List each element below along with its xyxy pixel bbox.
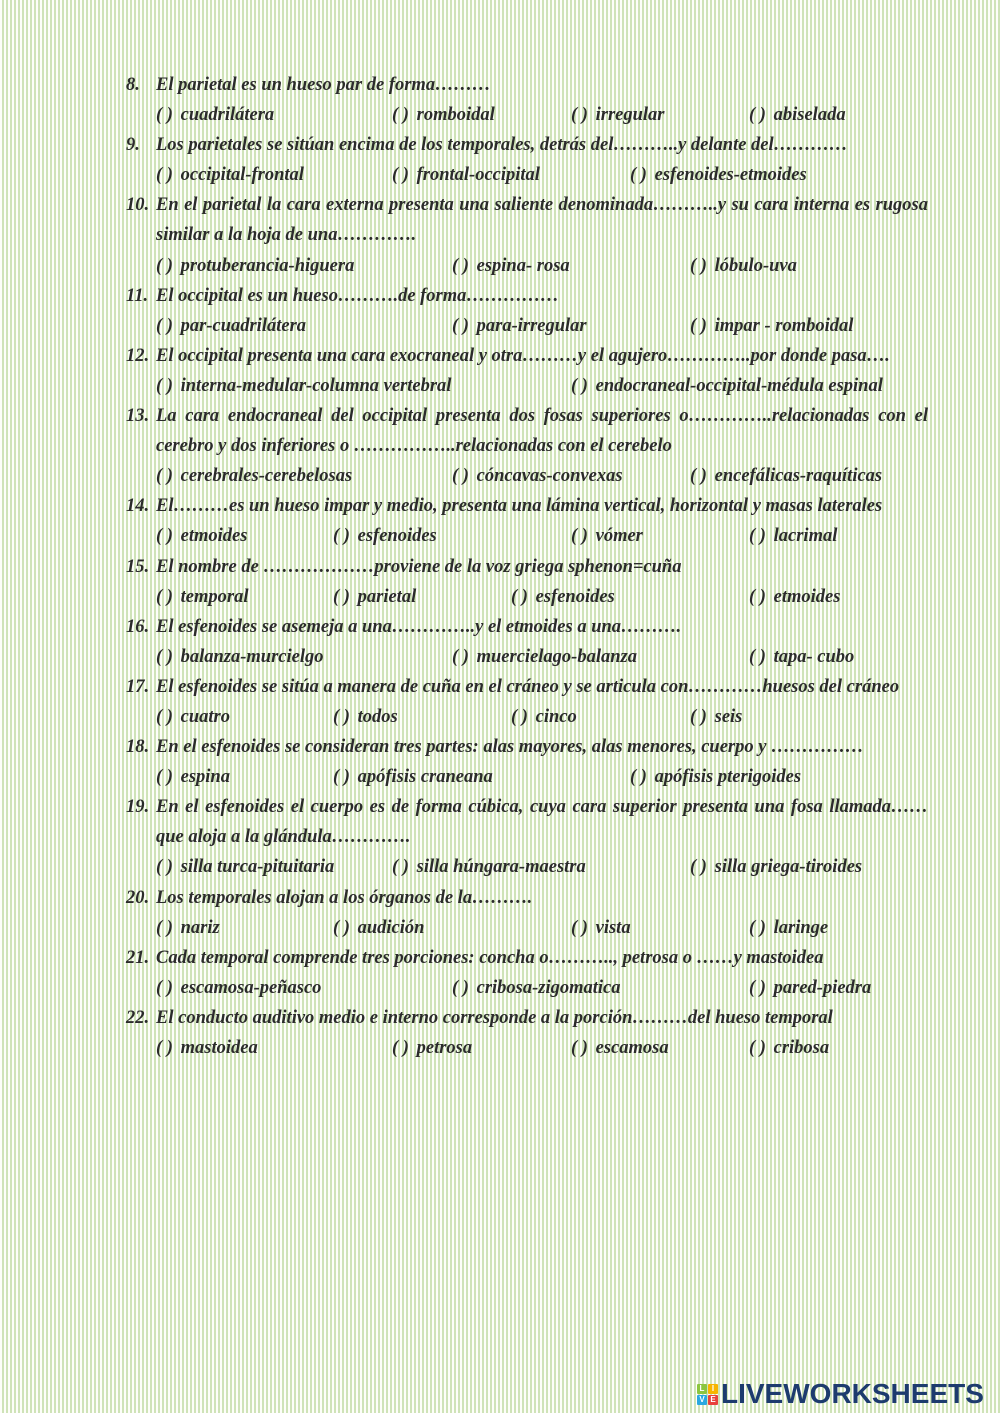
answer-label: endocraneal-occipital-médula espinal [595,375,883,396]
answer-checkbox[interactable]: ( ) [749,1038,766,1058]
answer-checkbox[interactable]: ( ) [690,315,707,336]
answer-option[interactable] [333,702,398,732]
logo-text: LIVEWORKSHEETS [721,1378,984,1409]
answer-checkbox[interactable]: ( ) [452,977,469,998]
answer-option[interactable] [156,371,451,401]
question-text: El occipital es un hueso……….de forma…………… [156,285,559,306]
question [126,281,928,341]
question [126,732,928,792]
answer-option[interactable] [156,642,324,672]
question-text: El occipital presenta una cara exocraneal y otra………y el agujero…………..por donde pasa…. [156,345,890,366]
answer-label: vómer [595,526,643,547]
answer-option[interactable] [690,461,882,491]
question-text: El………es un hueso impar y medio, presenta una lámina vertical, horizontal y masas laterales [156,496,883,517]
answer-option[interactable] [749,582,840,612]
answer-option[interactable] [749,913,828,943]
options-row [126,582,928,612]
question [126,612,928,672]
answer-option[interactable] [690,852,862,882]
question-number: 16. [126,616,150,637]
options-row [126,100,928,130]
answer-label: balanza-murcielgo [180,646,324,667]
answer-label: mastoidea [180,1038,258,1058]
answer-option[interactable] [156,973,321,1003]
answer-option[interactable] [156,251,354,281]
answer-label: irregular [595,105,665,126]
options-row [126,852,928,882]
answer-checkbox[interactable]: ( ) [333,706,350,727]
answer-checkbox[interactable]: ( ) [156,105,173,126]
answer-checkbox[interactable]: ( ) [749,917,766,938]
answer-option[interactable] [392,1033,472,1063]
answer-checkbox[interactable]: ( ) [452,466,469,487]
logo-tile: V [697,1395,707,1405]
answer-checkbox[interactable]: ( ) [156,1038,173,1058]
options-row [126,973,928,1003]
question-number: 11. [126,285,149,306]
answer-option[interactable] [571,521,643,551]
answer-checkbox[interactable]: ( ) [333,586,350,607]
answer-label: par-cuadrilátera [180,315,307,336]
answer-checkbox[interactable]: ( ) [156,977,173,998]
options-row [126,251,928,281]
answer-option[interactable] [749,521,837,551]
question-number: 15. [126,556,150,577]
answer-label: etmoides [180,526,248,547]
answer-option[interactable] [392,852,586,882]
answer-option[interactable] [156,913,220,943]
answer-option[interactable] [333,582,416,612]
answer-checkbox[interactable]: ( ) [392,105,409,126]
answer-label: cuadrilátera [180,105,275,126]
options-row [126,461,928,491]
answer-label: temporal [180,586,249,607]
question-text: El esfenoides se asemeja a una…………..y el etmoides a una………. [156,616,682,637]
answer-option[interactable] [630,160,807,190]
question-number: 17. [126,676,150,697]
question-number: 8. [126,75,140,95]
answer-checkbox[interactable]: ( ) [156,917,173,938]
answer-label: esfenoides [357,526,437,547]
options-row [126,702,928,732]
answer-checkbox[interactable]: ( ) [452,255,469,276]
answer-option[interactable] [511,702,577,732]
answer-option[interactable] [452,461,623,491]
answer-option[interactable] [749,100,846,130]
answer-label: nariz [180,917,220,938]
answer-label: para-irregular [476,315,587,336]
answer-option[interactable] [333,762,493,792]
answer-option[interactable] [571,100,665,130]
answer-checkbox[interactable]: ( ) [690,706,707,727]
options-row [126,913,928,943]
answer-checkbox[interactable]: ( ) [156,706,173,727]
options-row [126,371,928,401]
logo-tile: I [708,1384,718,1394]
answer-checkbox[interactable]: ( ) [156,586,173,607]
answer-label: abiselada [773,105,846,126]
answer-checkbox[interactable]: ( ) [156,466,173,487]
question-number: 18. [126,737,150,758]
answer-checkbox[interactable]: ( ) [392,857,409,878]
answer-option[interactable] [333,521,437,551]
question [126,341,928,401]
options-row [126,521,928,551]
answer-checkbox[interactable]: ( ) [749,586,766,607]
question-number: 22. [126,1007,150,1028]
answer-label: silla turca-pituitaria [180,857,335,878]
answer-checkbox[interactable]: ( ) [511,706,528,727]
answer-label: lóbulo-uva [714,255,797,276]
question [126,491,928,551]
question [126,130,928,190]
question [126,943,928,1003]
answer-checkbox[interactable]: ( ) [749,526,766,547]
question [126,552,928,612]
answer-checkbox[interactable]: ( ) [749,646,766,667]
logo-tile: E [708,1395,718,1405]
answer-option[interactable] [156,461,352,491]
answer-checkbox[interactable]: ( ) [630,165,647,186]
answer-label: todos [357,706,398,727]
question-number: 9. [126,135,140,156]
answer-checkbox[interactable]: ( ) [333,526,350,547]
question [126,190,928,280]
answer-checkbox[interactable]: ( ) [156,767,173,788]
answer-checkbox[interactable]: ( ) [156,315,173,336]
answer-option[interactable] [452,311,587,341]
answer-label: pared-piedra [773,977,872,998]
question-text: Los parietales se sitúan encima de los temporales, detrás del………..y delante del………… [156,135,848,156]
answer-label: apófisis pterigoides [654,767,802,788]
answer-option[interactable] [571,371,883,401]
answer-option[interactable] [156,582,248,612]
question-text: Cada temporal comprende tres porciones: concha o……….., petrosa o ……y mastoidea [156,947,824,968]
answer-checkbox[interactable]: ( ) [333,917,350,938]
answer-label: frontal-occipital [416,165,540,186]
answer-option[interactable] [392,160,540,190]
answer-label: tapa- cubo [773,646,855,667]
answer-checkbox[interactable]: ( ) [571,105,588,126]
liveworksheets-logo [697,1378,984,1410]
answer-label: espina [180,767,230,788]
options-row [126,642,928,672]
worksheet [126,70,928,1063]
question-text: En el esfenoides el cuerpo es de forma cúbica, cuya cara superior presenta una fosa llamada…… que aloja a la glándula…………. [156,797,928,848]
answer-checkbox[interactable]: ( ) [452,315,469,336]
answer-checkbox[interactable]: ( ) [156,375,173,396]
question-number: 13. [126,406,150,427]
options-row [126,1033,928,1063]
answer-checkbox[interactable]: ( ) [333,767,350,788]
answer-checkbox[interactable]: ( ) [392,165,409,186]
answer-label: cuatro [180,706,230,727]
answer-checkbox[interactable]: ( ) [690,857,707,878]
answer-label: occipital-frontal [180,165,304,186]
question-text: El conducto auditivo medio e interno corresponde a la porción………del hueso temporal [156,1007,833,1028]
answer-checkbox[interactable]: ( ) [571,917,588,938]
answer-option[interactable] [690,251,797,281]
answer-label: muercielago-balanza [476,646,637,667]
answer-option[interactable] [156,100,274,130]
question-text: El esfenoides se sitúa a manera de cuña en el cráneo y se articula con…………huesos del cráneo [156,676,900,697]
answer-checkbox[interactable]: ( ) [511,586,528,607]
question [126,401,928,491]
answer-label: lacrimal [773,526,838,547]
answer-label: encefálicas-raquíticas [714,466,883,487]
answer-checkbox[interactable]: ( ) [571,1038,588,1058]
question [126,672,928,732]
answer-label: escamosa [595,1038,669,1058]
question-text: En el parietal la cara externa presenta una saliente denominada………..y su cara interna es rugosa similar a la hoja de una…………. [156,195,928,246]
answer-option[interactable] [690,702,742,732]
answer-label: audición [357,917,425,938]
answer-option[interactable] [156,521,247,551]
answer-option[interactable] [452,973,621,1003]
answer-label: cóncavas-convexas [476,466,623,487]
logo-tile: L [697,1384,707,1394]
answer-option[interactable] [156,1033,258,1063]
answer-label: cribosa-zigomatica [476,977,621,998]
answer-checkbox[interactable]: ( ) [156,255,173,276]
answer-checkbox[interactable]: ( ) [452,646,469,667]
question [126,792,928,882]
answer-option[interactable] [333,913,424,943]
answer-checkbox[interactable]: ( ) [571,526,588,547]
question-number: 19. [126,797,150,818]
answer-label: espina- rosa [476,255,570,276]
answer-option[interactable] [156,762,230,792]
answer-label: laringe [773,917,829,938]
answer-checkbox[interactable]: ( ) [630,767,647,788]
answer-label: romboidal [416,105,495,126]
answer-label: seis [714,706,743,727]
answer-label: interna-medular-columna vertebral [180,375,452,396]
answer-label: impar - romboidal [714,315,854,336]
question-number: 21. [126,947,150,968]
answer-checkbox[interactable]: ( ) [156,165,173,186]
answer-label: protuberancia-higuera [180,255,355,276]
answer-checkbox[interactable]: ( ) [690,255,707,276]
answer-option[interactable] [392,100,495,130]
question-text: Los temporales alojan a los órganos de la………. [156,887,533,908]
answer-label: escamosa-peñasco [180,977,322,998]
answer-option[interactable] [630,762,801,792]
answer-checkbox[interactable]: ( ) [749,105,766,126]
question-number: 20. [126,887,150,908]
answer-option[interactable] [511,582,615,612]
answer-label: silla húngara-maestra [416,857,586,878]
question [126,70,928,130]
answer-option[interactable] [571,1033,669,1063]
options-row [126,311,928,341]
answer-option[interactable] [690,311,853,341]
answer-option[interactable] [749,642,854,672]
options-row [126,160,928,190]
logo-tiles-icon [697,1384,718,1405]
question [126,1003,928,1063]
answer-checkbox[interactable]: ( ) [156,526,173,547]
answer-label: silla griega-tiroides [714,857,863,878]
answer-label: parietal [357,586,417,607]
answer-label: vista [595,917,631,938]
answer-label: petrosa [416,1038,473,1058]
answer-label: etmoides [773,586,841,607]
question-text: El parietal es un hueso par de forma……… [156,75,491,95]
answer-label: esfenoides-etmoides [654,165,807,186]
question-text: La cara endocraneal del occipital presenta dos fosas superiores o…………..relacionadas con el cerebro y dos inferiores o ……………..relacionadas con el cerebelo [156,406,928,457]
answer-checkbox[interactable]: ( ) [571,375,588,396]
question [126,883,928,943]
answer-label: esfenoides [535,586,615,607]
answer-option[interactable] [156,160,304,190]
answer-checkbox[interactable]: ( ) [392,1038,409,1058]
question-text: El nombre de ………………proviene de la voz griega sphenon=cuña [156,556,682,577]
answer-option[interactable] [452,251,570,281]
question-number: 12. [126,345,150,366]
answer-checkbox[interactable]: ( ) [749,977,766,998]
answer-option[interactable] [749,1033,829,1063]
answer-option[interactable] [156,702,230,732]
answer-checkbox[interactable]: ( ) [156,857,173,878]
answer-option[interactable] [156,311,306,341]
answer-checkbox[interactable]: ( ) [156,646,173,667]
answer-label: cerebrales-cerebelosas [180,466,353,487]
question-number: 14. [126,496,150,517]
answer-checkbox[interactable]: ( ) [690,466,707,487]
answer-label: cribosa [773,1038,830,1058]
answer-option[interactable] [156,852,334,882]
answer-label: apófisis craneana [357,767,493,788]
question-number: 10. [126,195,150,216]
options-row [126,762,928,792]
answer-option[interactable] [452,642,637,672]
answer-option[interactable] [749,973,871,1003]
answer-option[interactable] [571,913,631,943]
question-text: En el esfenoides se consideran tres partes: alas mayores, alas menores, cuerpo y …………… [156,737,864,758]
answer-label: cinco [535,706,577,727]
